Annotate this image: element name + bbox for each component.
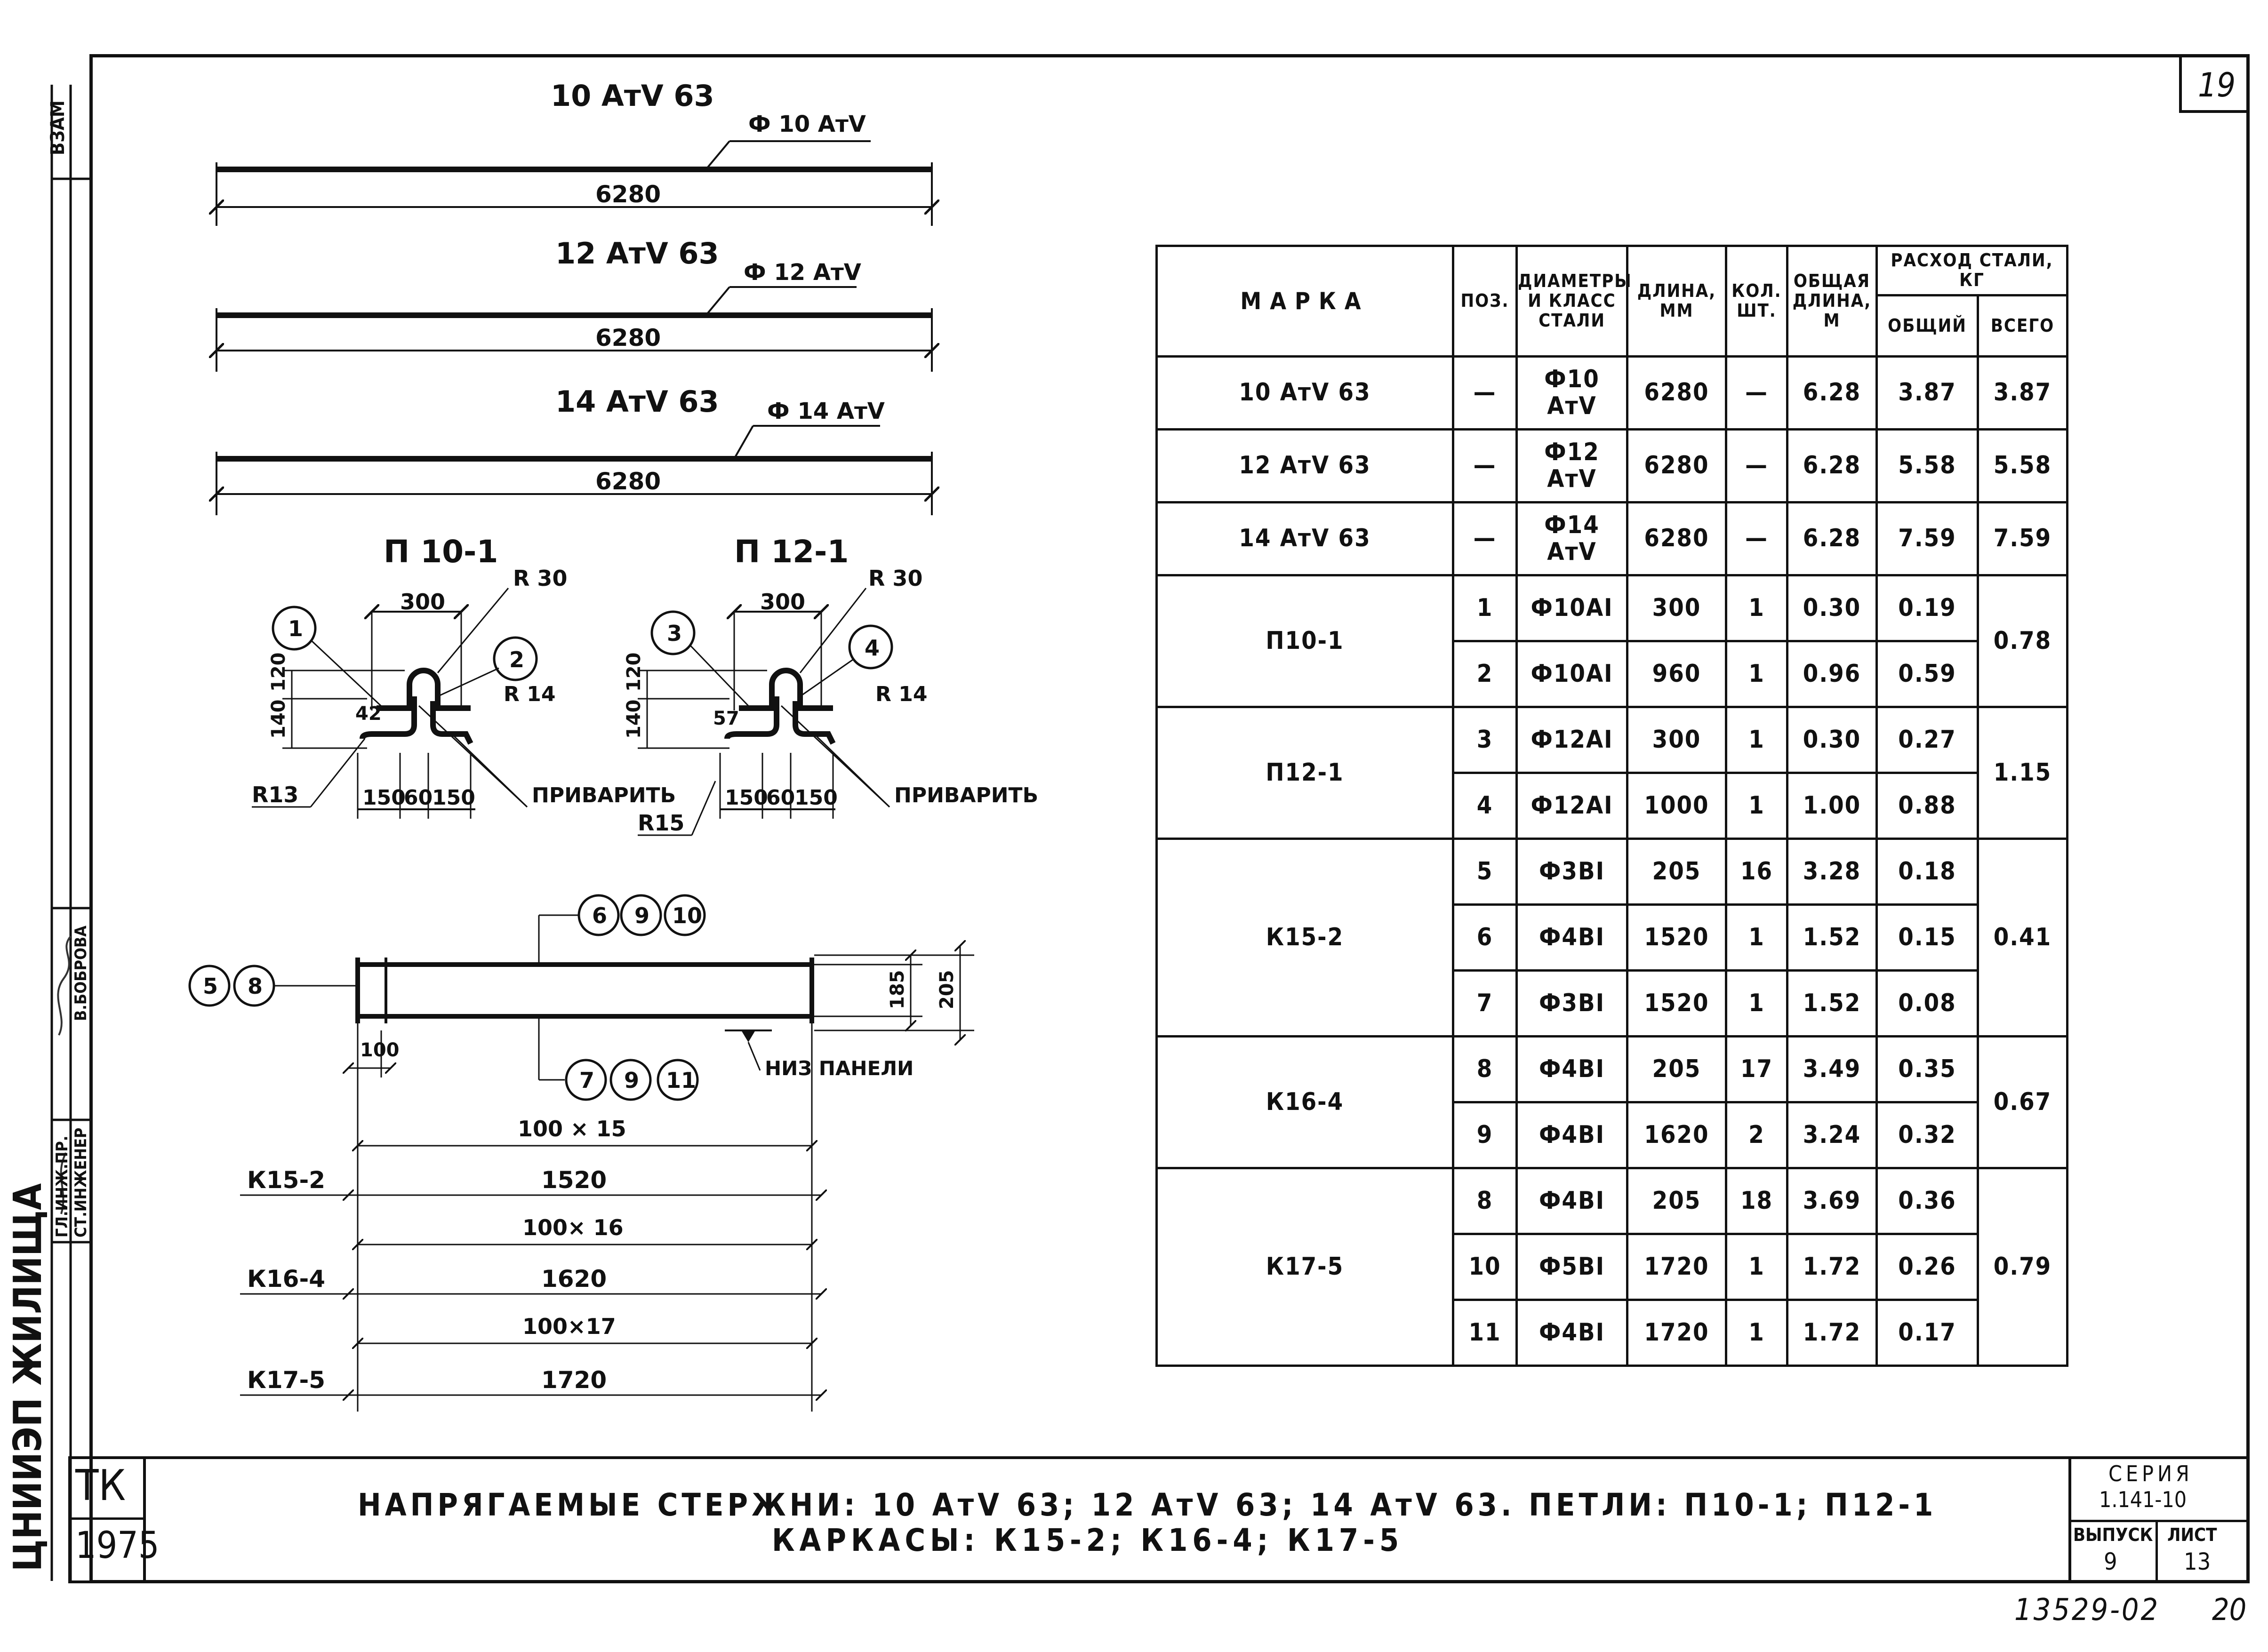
th-diam: ДИАМЕТРЫ И КЛАСС СТАЛИ xyxy=(1517,246,1627,357)
cell-steel-total: 0.36 xyxy=(1877,1168,1978,1234)
series-divider xyxy=(2068,1520,2250,1522)
tk-divider xyxy=(68,1517,146,1520)
cell-qty: 1 xyxy=(1726,641,1787,707)
sheet-value: 13 xyxy=(2184,1548,2211,1575)
cell-total-length: 1.72 xyxy=(1787,1234,1877,1300)
cell-qty: 17 xyxy=(1726,1037,1787,1102)
bar-10-callout: Ф 10 АтⅤ xyxy=(748,111,866,137)
cell-total-length: 0.96 xyxy=(1787,641,1877,707)
senior-engineer-label: СТ.ИНЖЕНЕР xyxy=(72,1127,90,1237)
bar-14-callout: Ф 14 АтⅤ xyxy=(767,398,885,424)
cell-diam: Ф4ВⅠ xyxy=(1517,1102,1627,1168)
cell-steel-all: 0.67 xyxy=(1978,1037,2068,1168)
cell-length: 300 xyxy=(1627,707,1726,773)
cell-diam: Ф4ВⅠ xyxy=(1517,1168,1627,1234)
cell-diam: Ф5ВⅠ xyxy=(1517,1234,1627,1300)
cell-total-length: 1.52 xyxy=(1787,905,1877,971)
cell-length: 6280 xyxy=(1627,430,1726,503)
th-total-length: ОБЩАЯ ДЛИНА, М xyxy=(1787,246,1877,357)
cell-steel-all: 5.58 xyxy=(1978,430,2068,503)
table-row xyxy=(1157,575,2068,641)
cell-steel-total: 0.19 xyxy=(1877,575,1978,641)
drawing-area xyxy=(0,0,1139,1459)
cell-qty: 1 xyxy=(1726,575,1787,641)
th-mark: МАРКА xyxy=(1157,246,1453,357)
cell-steel-total: 0.32 xyxy=(1877,1102,1978,1168)
cell-diam: Ф12АⅠ xyxy=(1517,707,1627,773)
table-row xyxy=(1157,1037,2068,1102)
cell-qty: 1 xyxy=(1726,1300,1787,1366)
loop-p10-r14: R 14 xyxy=(504,682,556,706)
loop-p10-d150a: 150 xyxy=(362,786,406,810)
loop-p10-d300: 300 xyxy=(400,589,446,615)
cell-steel-total: 0.17 xyxy=(1877,1300,1978,1366)
cell-pos: 6 xyxy=(1453,905,1517,971)
frame-pos-top-1: 9 xyxy=(634,903,650,928)
frame-row2-length: 1720 xyxy=(541,1366,607,1394)
cell-diam: Ф4ВⅠ xyxy=(1517,905,1627,971)
th-pos: ПОЗ. xyxy=(1453,246,1517,357)
surname-label: В.БОБРОВА xyxy=(72,926,90,1021)
cell-length: 1720 xyxy=(1627,1234,1726,1300)
loop-p10 xyxy=(252,534,676,819)
vzam-label: ВЗАМ xyxy=(47,100,69,155)
loop-p10-d140: 140 xyxy=(268,699,289,739)
cell-mark: П12-1 xyxy=(1157,707,1453,839)
frame-row0-label: К15-2 xyxy=(247,1166,325,1194)
cell-qty: 16 xyxy=(1726,839,1787,905)
cell-steel-all: 0.41 xyxy=(1978,839,2068,1037)
cell-diam: Ф4ВⅠ xyxy=(1517,1300,1627,1366)
cell-total-length: 0.30 xyxy=(1787,575,1877,641)
frame-panel-bottom: НИЗ ПАНЕЛИ xyxy=(765,1057,914,1080)
cell-diam: Ф4ВⅠ xyxy=(1517,1037,1627,1102)
frame-d185: 185 xyxy=(887,970,908,1009)
cell-mark: П10-1 xyxy=(1157,575,1453,707)
frame-pos-top-2: 10 xyxy=(672,903,703,928)
cell-steel-total: 0.35 xyxy=(1877,1037,1978,1102)
cell-total-length: 3.24 xyxy=(1787,1102,1877,1168)
cell-steel-total: 3.87 xyxy=(1877,357,1978,430)
bar-10-title: 10 АтⅤ 63 xyxy=(551,79,714,113)
frame-drawing xyxy=(190,895,974,1412)
frame-row1-length: 1620 xyxy=(541,1265,607,1293)
cell-diam: Ф14 АтⅤ xyxy=(1517,503,1627,575)
cell-diam: Ф12 АтⅤ xyxy=(1517,430,1627,503)
th-qty: КОЛ. ШТ. xyxy=(1726,246,1787,357)
cell-qty: 2 xyxy=(1726,1102,1787,1168)
title-line-1: НАПРЯГАЕМЫЕ СТЕРЖНИ: 10 АтⅤ 63; 12 АтⅤ 63; 14 АтⅤ 63. ПЕТЛИ: П10-1; П12-1 xyxy=(358,1487,1937,1523)
cell-diam: Ф10 АтⅤ xyxy=(1517,357,1627,430)
loop-p12-d57: 57 xyxy=(713,708,739,729)
cell-diam: Ф3ВⅠ xyxy=(1517,839,1627,905)
cell-pos: — xyxy=(1453,430,1517,503)
bar-14 xyxy=(216,384,932,515)
frame-pos-left-1: 8 xyxy=(248,974,263,999)
series-label: СЕРИЯ xyxy=(2108,1461,2193,1486)
cell-length: 1000 xyxy=(1627,773,1726,839)
cell-steel-all: 3.87 xyxy=(1978,357,2068,430)
cell-steel-all: 0.79 xyxy=(1978,1168,2068,1366)
loop-p12-weld: ПРИВАРИТЬ xyxy=(894,783,1039,807)
bar-12 xyxy=(216,236,932,372)
loop-p12-r15: R15 xyxy=(638,810,685,836)
cell-pos: 8 xyxy=(1453,1168,1517,1234)
table-row xyxy=(1157,430,2068,503)
table-row xyxy=(1157,503,2068,575)
cell-mark: 10 АтⅤ 63 xyxy=(1157,357,1453,430)
frame-row1-spacing: 100× 16 xyxy=(522,1215,624,1240)
table-row xyxy=(1157,839,2068,905)
cell-steel-total: 0.26 xyxy=(1877,1234,1978,1300)
loop-p12-pos-b: 4 xyxy=(865,635,880,661)
page-number: 19 xyxy=(2198,66,2236,104)
frame-d205: 205 xyxy=(936,970,958,1009)
loop-p12-d150b: 150 xyxy=(794,786,838,810)
cell-qty: 1 xyxy=(1726,1234,1787,1300)
th-steel-total: ОБЩИЙ xyxy=(1877,295,1978,357)
bar-10-length: 6280 xyxy=(595,181,661,208)
bar-12-length: 6280 xyxy=(595,324,661,351)
loop-p12 xyxy=(623,534,1038,836)
frame-row1-label: К16-4 xyxy=(247,1265,325,1293)
loop-p12-d120: 120 xyxy=(623,652,645,692)
sheet-code-suffix: 20 xyxy=(2212,1593,2247,1628)
cell-qty: 1 xyxy=(1726,905,1787,971)
cell-length: 1620 xyxy=(1627,1102,1726,1168)
loop-p12-d60: 60 xyxy=(766,786,795,810)
title-line-2: КАРКАСЫ: К15-2; К16-4; К17-5 xyxy=(772,1522,1404,1558)
cell-pos: 3 xyxy=(1453,707,1517,773)
cell-pos: 5 xyxy=(1453,839,1517,905)
cell-pos: 10 xyxy=(1453,1234,1517,1300)
loop-p10-pos-a: 1 xyxy=(288,616,304,641)
cell-pos: — xyxy=(1453,503,1517,575)
loop-p10-r13: R13 xyxy=(252,782,299,807)
loop-p10-weld: ПРИВАРИТЬ xyxy=(532,783,676,807)
cell-length: 300 xyxy=(1627,575,1726,641)
cell-total-length: 1.72 xyxy=(1787,1300,1877,1366)
frame-row2-label: К17-5 xyxy=(247,1366,325,1394)
loop-p12-d150a: 150 xyxy=(725,786,768,810)
cell-steel-total: 0.27 xyxy=(1877,707,1978,773)
loop-p10-pos-b: 2 xyxy=(509,647,525,672)
frame-row0-spacing: 100 × 15 xyxy=(518,1116,626,1141)
loop-p12-r30: R 30 xyxy=(868,566,923,591)
cell-mark: К17-5 xyxy=(1157,1168,1453,1366)
cell-qty: — xyxy=(1726,357,1787,430)
cell-steel-total: 0.15 xyxy=(1877,905,1978,971)
bar-10 xyxy=(216,79,932,226)
cell-pos: 2 xyxy=(1453,641,1517,707)
cell-total-length: 1.52 xyxy=(1787,971,1877,1037)
year-label: 1975 xyxy=(75,1524,160,1567)
cell-steel-total: 0.88 xyxy=(1877,773,1978,839)
loop-p10-title: П 10-1 xyxy=(384,534,498,570)
cell-steel-total: 5.58 xyxy=(1877,430,1978,503)
loop-p12-title: П 12-1 xyxy=(734,534,849,570)
frame-pos-bottom-1: 9 xyxy=(624,1068,640,1093)
specification-table xyxy=(1155,245,2068,1367)
table-row xyxy=(1157,707,2068,773)
cell-steel-all: 0.78 xyxy=(1978,575,2068,707)
cell-total-length: 6.28 xyxy=(1787,503,1877,575)
loop-p10-d120: 120 xyxy=(268,652,289,692)
loop-p10-d42: 42 xyxy=(355,703,382,725)
cell-steel-total: 0.59 xyxy=(1877,641,1978,707)
cell-length: 205 xyxy=(1627,1168,1726,1234)
th-steel-all: ВСЕГО xyxy=(1978,295,2068,357)
frame-row2-spacing: 100×17 xyxy=(522,1314,616,1339)
bar-12-title: 12 АтⅤ 63 xyxy=(555,236,719,271)
specification-body xyxy=(1157,357,2068,1366)
bar-12-callout: Ф 12 АтⅤ xyxy=(744,259,861,286)
frame-pos-left-0: 5 xyxy=(203,974,218,999)
table-row xyxy=(1157,1168,2068,1234)
cell-qty: 18 xyxy=(1726,1168,1787,1234)
org-label: ЦНИИЭП ЖИЛИЩА xyxy=(6,1183,50,1572)
table-row xyxy=(1157,357,2068,430)
cell-total-length: 3.49 xyxy=(1787,1037,1877,1102)
bar-14-length: 6280 xyxy=(595,468,661,495)
loop-p12-d300: 300 xyxy=(760,589,806,615)
frame-pos-top-0: 6 xyxy=(592,903,608,928)
cell-length: 205 xyxy=(1627,839,1726,905)
cell-steel-total: 0.08 xyxy=(1877,971,1978,1037)
cell-qty: 1 xyxy=(1726,773,1787,839)
cell-mark: К16-4 xyxy=(1157,1037,1453,1168)
cell-total-length: 3.69 xyxy=(1787,1168,1877,1234)
cell-total-length: 6.28 xyxy=(1787,430,1877,503)
frame-row0-length: 1520 xyxy=(541,1166,607,1194)
sheet-label: ЛИСТ xyxy=(2167,1524,2217,1545)
th-length: ДЛИНА, ММ xyxy=(1627,246,1726,357)
cell-length: 6280 xyxy=(1627,503,1726,575)
loop-p12-pos-a: 3 xyxy=(667,621,682,646)
cell-pos: 9 xyxy=(1453,1102,1517,1168)
cell-pos: 7 xyxy=(1453,971,1517,1037)
cell-total-length: 0.30 xyxy=(1787,707,1877,773)
cell-steel-all: 1.15 xyxy=(1978,707,2068,839)
cell-length: 6280 xyxy=(1627,357,1726,430)
cell-qty: 1 xyxy=(1726,707,1787,773)
cell-pos: 4 xyxy=(1453,773,1517,839)
cell-qty: — xyxy=(1726,503,1787,575)
cell-mark: 12 АтⅤ 63 xyxy=(1157,430,1453,503)
cell-total-length: 3.28 xyxy=(1787,839,1877,905)
loop-p10-r30: R 30 xyxy=(513,566,568,591)
cell-diam: Ф10АⅠ xyxy=(1517,641,1627,707)
loop-p12-r14: R 14 xyxy=(875,682,928,706)
series-value: 1.141-10 xyxy=(2099,1487,2187,1512)
cell-total-length: 1.00 xyxy=(1787,773,1877,839)
cell-steel-total: 7.59 xyxy=(1877,503,1978,575)
frame-pos-bottom-2: 11 xyxy=(666,1068,697,1093)
cell-length: 1520 xyxy=(1627,971,1726,1037)
cell-qty: — xyxy=(1726,430,1787,503)
cell-pos: 8 xyxy=(1453,1037,1517,1102)
issue-divider xyxy=(2156,1520,2158,1583)
sheet-code: 13529-02 xyxy=(2014,1593,2160,1628)
cell-mark: 14 АтⅤ 63 xyxy=(1157,503,1453,575)
cell-steel-total: 0.18 xyxy=(1877,839,1978,905)
frame-d100: 100 xyxy=(360,1039,400,1061)
cell-mark: К15-2 xyxy=(1157,839,1453,1037)
loop-p10-d60: 60 xyxy=(404,786,433,810)
cell-diam: Ф3ВⅠ xyxy=(1517,971,1627,1037)
bar-14-title: 14 АтⅤ 63 xyxy=(555,384,719,419)
cell-length: 205 xyxy=(1627,1037,1726,1102)
cell-qty: 1 xyxy=(1726,971,1787,1037)
tk-label: ТК xyxy=(75,1461,126,1510)
chief-engineer-label: ГЛ.ИНЖ.ПР. xyxy=(53,1135,72,1237)
cell-pos: — xyxy=(1453,357,1517,430)
cell-pos: 1 xyxy=(1453,575,1517,641)
cell-length: 1520 xyxy=(1627,905,1726,971)
cell-pos: 11 xyxy=(1453,1300,1517,1366)
cell-length: 960 xyxy=(1627,641,1726,707)
issue-value: 9 xyxy=(2104,1548,2117,1575)
cell-total-length: 6.28 xyxy=(1787,357,1877,430)
issue-label: ВЫПУСК xyxy=(2073,1524,2153,1545)
frame-pos-bottom-0: 7 xyxy=(579,1068,595,1093)
th-steel: РАСХОД СТАЛИ, КГ xyxy=(1877,246,2068,295)
loop-p12-d140: 140 xyxy=(623,699,645,739)
cell-steel-all: 7.59 xyxy=(1978,503,2068,575)
loop-p10-d150b: 150 xyxy=(432,786,475,810)
cell-diam: Ф12АⅠ xyxy=(1517,773,1627,839)
cell-length: 1720 xyxy=(1627,1300,1726,1366)
cell-diam: Ф10АⅠ xyxy=(1517,575,1627,641)
